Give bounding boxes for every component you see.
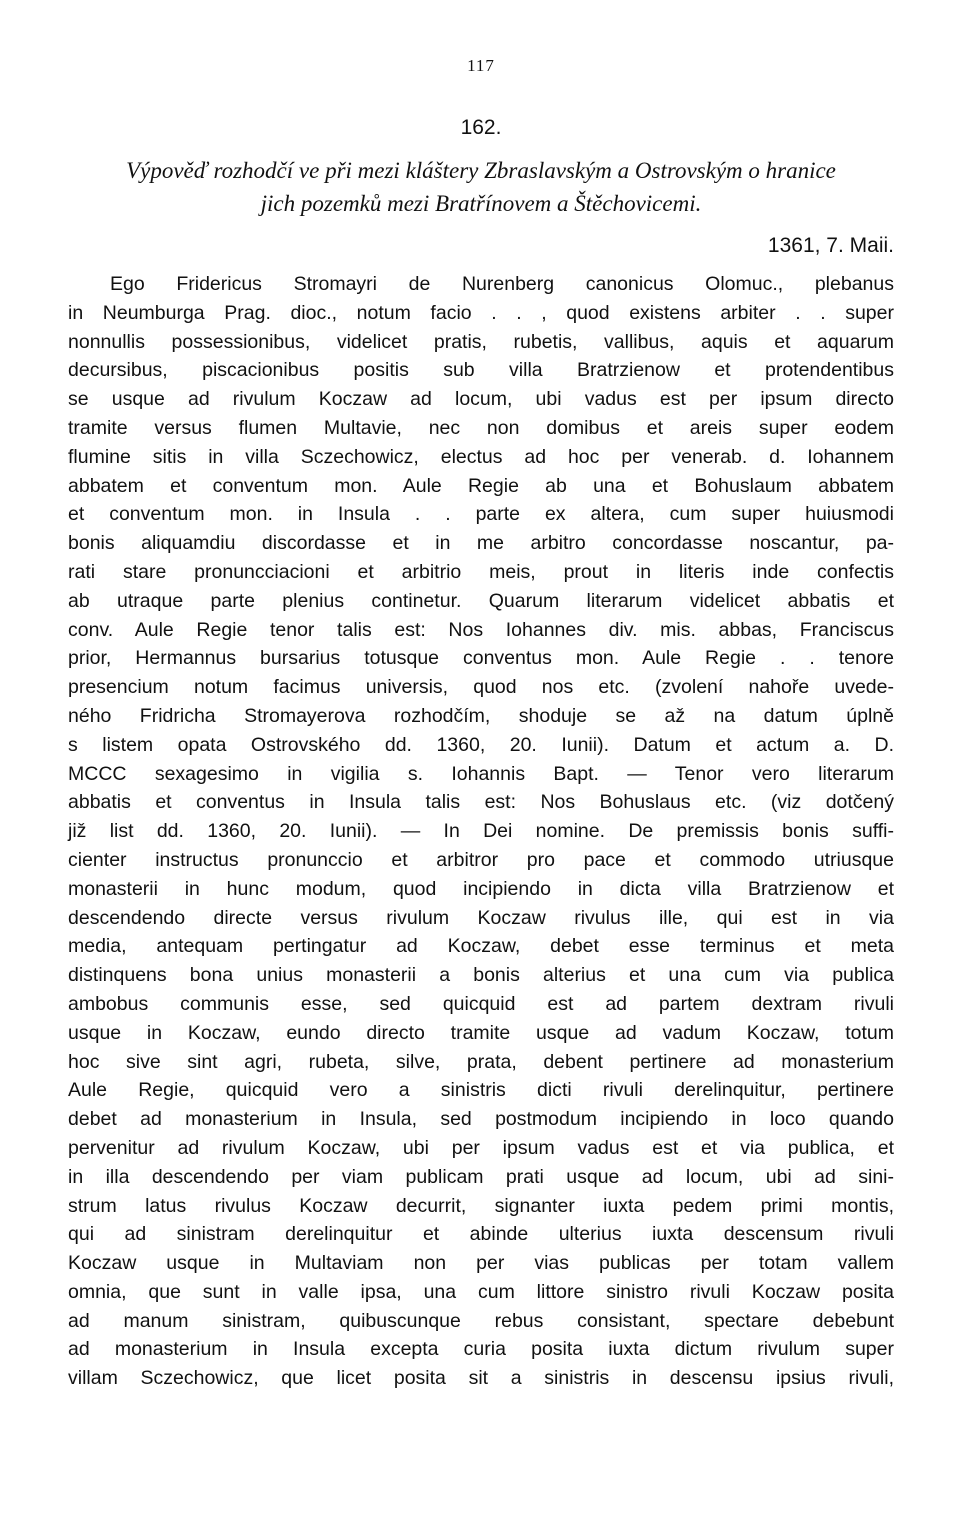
body-line: monasterii in hunc modum, quod incipiendo in dicta villa Bratrzienow et <box>68 877 894 900</box>
body-line: již list dd. 1360, 20. Iunii). — In Dei nomine. De premissis bonis suffi- <box>68 820 894 843</box>
body-line: ad manum sinistram, quibuscunque rebus consistant, spectare debebunt <box>68 1309 894 1332</box>
body-line: prior, Hermannus bursarius totusque conventus mon. Aule Regie . . tenore <box>68 647 894 670</box>
page-number: 117 <box>467 56 495 75</box>
document-number: 162. <box>460 116 502 139</box>
body-line: se usque ad rivulum Koczaw ad locum, ubi vadus est per ipsum directo <box>68 388 894 411</box>
body-line: ného Fridricha Stromayerova rozhodčím, shoduje se až na datum úplně <box>68 704 894 727</box>
body-line: s listem opata Ostrovského dd. 1360, 20. Iunii). Datum et actum a. D. <box>68 733 894 756</box>
body-line: nonnullis possessionibus, videlicet pratis, rubetis, vallibus, aquis et aquarum <box>68 330 894 353</box>
body-line: conv. Aule Regie tenor talis est: Nos Iohannes div. mis. abbas, Franciscus <box>68 618 894 641</box>
body-line: in illa descendendo per viam publicam prati usque ad locum, ubi ad sini- <box>68 1165 894 1188</box>
body-text <box>68 270 894 1393</box>
body-line: ambobus communis esse, sed quicquid est ad partem dextram rivuli <box>68 992 894 1015</box>
body-line: strum latus rivulus Koczaw decurrit, signanter iuxta pedem primi montis, <box>68 1194 894 1217</box>
body-line: rati stare pronuncciacioni et arbitrio meis, prout in literis inde confectis <box>68 560 894 583</box>
body-line: Ego Fridericus Stromayri de Nurenberg canonicus Olomuc., plebanus <box>110 273 894 295</box>
heading-line-1: Výpověď rozhodčí ve při mezi kláštery Zbraslavským a Ostrovským o hranice <box>126 158 836 183</box>
document-date: 1361, 7. Maii. <box>767 234 894 257</box>
body-line: villam Sczechowicz, que licet posita sit a sinistris in descensu ipsius rivuli, <box>68 1367 894 1390</box>
body-line: cienter instructus pronunccio et arbitror pro pace et commodo utriusque <box>68 848 894 871</box>
body-line: ab utraque parte plenius continetur. Quarum literarum videlicet abbatis et <box>68 589 894 612</box>
body-line: usque in Koczaw, eundo directo tramite usque ad vadum Koczaw, totum <box>68 1021 894 1044</box>
body-line: omnia, que sunt in valle ipsa, una cum littore sinistro rivuli Koczaw posita <box>68 1280 894 1303</box>
body-line: hoc sive sint agri, rubeta, silve, prata, debent pertinere ad monasterium <box>68 1050 894 1073</box>
body-line: pervenitur ad rivulum Koczaw, ubi per ipsum vadus est et via publica, et <box>68 1136 894 1159</box>
body-line: descendendo directe versus rivulum Koczaw rivulus ille, qui est in via <box>68 906 894 929</box>
body-line: Koczaw usque in Multaviam non per vias publicas per totam vallem <box>68 1252 894 1275</box>
body-line: in Neumburga Prag. dioc., notum facio . . , quod existens arbiter . . super <box>68 301 894 324</box>
body-line: abbatem et conventum mon. Aule Regie ab una et Bohuslaum abbatem <box>68 474 894 497</box>
body-line: qui ad sinistram derelinquitur et abinde ulterius iuxta descensum rivuli <box>68 1223 894 1246</box>
heading-line-2: jich pozemků mezi Bratřínovem a Štěchovicemi. <box>260 191 702 216</box>
body-line: abbatis et conventus in Insula talis est: Nos Bohuslaus etc. (viz dotčený <box>68 791 894 814</box>
body-line: tramite versus flumen Multavie, nec non domibus et areis super eodem <box>68 416 894 439</box>
body-line: MCCC sexagesimo in vigilia s. Iohannis Bapt. — Tenor vero literarum <box>68 762 894 785</box>
body-line: bonis aliquamdiu discordasse et in me arbitro concordasse noscantur, pa- <box>68 532 894 555</box>
body-line: et conventum mon. in Insula . . parte ex altera, cum super huiusmodi <box>68 503 894 526</box>
body-line: ad monasterium in Insula excepta curia posita iuxta dictum rivulum super <box>68 1338 894 1361</box>
body-line: presencium notum facimus universis, quod nos etc. (zvolení nahoře uvede- <box>68 676 894 699</box>
body-line: distinquens bona unius monasterii a bonis alterius et una cum via publica <box>68 964 894 987</box>
document-page <box>68 0 894 1534</box>
body-line: debet ad monasterium in Insula, sed postmodum incipiendo in loco quando <box>68 1108 894 1131</box>
body-line: Aule Regie, quicquid vero a sinistris dicti rivuli derelinquitur, pertinere <box>68 1079 894 1102</box>
document-heading <box>68 154 894 220</box>
body-line: flumine sitis in villa Sczechowicz, electus ad hoc per venerab. d. Iohannem <box>68 445 894 468</box>
body-line: media, antequam pertingatur ad Koczaw, debet esse terminus et meta <box>68 935 894 958</box>
body-line: decursibus, piscacionibus positis sub villa Bratrzienow et protendentibus <box>68 359 894 382</box>
